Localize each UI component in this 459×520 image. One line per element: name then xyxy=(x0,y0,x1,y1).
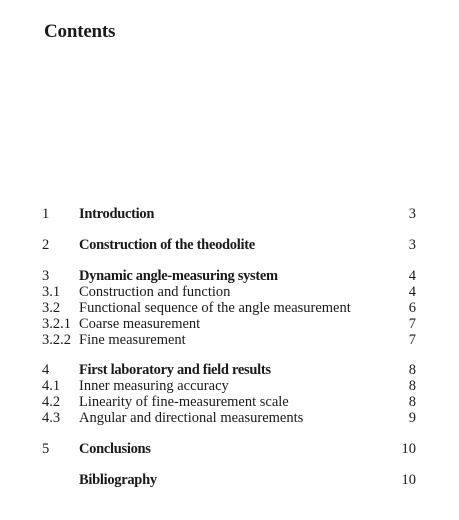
toc-entry-title: Functional sequence of the angle measurement xyxy=(79,300,351,316)
toc-entry-page: 10 xyxy=(401,441,416,457)
toc-entry[interactable] xyxy=(0,284,459,300)
toc-entry[interactable] xyxy=(0,206,459,222)
toc-entry-title: Angular and directional measurements xyxy=(79,410,304,426)
toc-entry-number: 4.3 xyxy=(42,410,61,426)
toc-entry-number: 3.2 xyxy=(42,300,61,316)
toc-entry-page: 6 xyxy=(408,300,416,316)
toc-entry-page: 10 xyxy=(401,472,416,488)
toc-entry-title: Fine measurement xyxy=(79,332,186,348)
toc-entry-title: First laboratory and field results xyxy=(79,362,271,378)
toc-entry-title: Introduction xyxy=(79,206,155,222)
toc-entry-page: 9 xyxy=(408,410,416,426)
toc-entry-title: Coarse measurement xyxy=(79,316,201,332)
page-title: Contents xyxy=(44,21,116,42)
toc-entry-page: 8 xyxy=(408,394,416,410)
toc-entry-page: 4 xyxy=(408,268,416,284)
toc-entry[interactable] xyxy=(0,268,459,284)
toc-entry-number: 4 xyxy=(42,362,50,378)
toc-entry-title: Conclusions xyxy=(79,441,151,457)
toc-entry-number: 1 xyxy=(42,206,50,222)
toc-entry-title: Construction of the theodolite xyxy=(79,237,255,253)
toc-entry-title: Linearity of fine-measurement scale xyxy=(79,394,289,410)
toc-entry[interactable] xyxy=(0,410,459,426)
toc-entry-page: 8 xyxy=(408,362,416,378)
toc-entry[interactable] xyxy=(0,300,459,316)
toc-entry-page: 8 xyxy=(408,378,416,394)
toc-entry-title: Dynamic angle-measuring system xyxy=(79,268,278,284)
toc-entry[interactable] xyxy=(0,362,459,378)
toc-entry[interactable] xyxy=(0,332,459,348)
toc-entry-title: Bibliography xyxy=(79,472,157,488)
toc-entry-number: 2 xyxy=(42,237,50,253)
toc-entry-page: 4 xyxy=(408,284,416,300)
toc-entry-title: Inner measuring accuracy xyxy=(79,378,229,394)
toc-entry-number: 3.1 xyxy=(42,284,61,300)
toc-entry-page: 7 xyxy=(408,332,416,348)
toc-entry[interactable] xyxy=(0,394,459,410)
toc-entry-number: 3 xyxy=(42,268,50,284)
toc-entry[interactable] xyxy=(0,237,459,253)
toc-entry-number: 4.1 xyxy=(42,378,61,394)
toc-entry[interactable] xyxy=(0,441,459,457)
toc-entry[interactable] xyxy=(0,472,459,488)
toc-entry-number: 3.2.1 xyxy=(42,316,71,332)
toc-entry-page: 3 xyxy=(408,206,416,222)
toc-entry-page: 7 xyxy=(408,316,416,332)
toc-entry-number: 4.2 xyxy=(42,394,61,410)
toc-entry-page: 3 xyxy=(408,237,416,253)
toc-entry-number: 5 xyxy=(42,441,50,457)
toc-entry[interactable] xyxy=(0,316,459,332)
toc-entry-number: 3.2.2 xyxy=(42,332,71,348)
toc-entry[interactable] xyxy=(0,378,459,394)
toc-entry-title: Construction and function xyxy=(79,284,231,300)
